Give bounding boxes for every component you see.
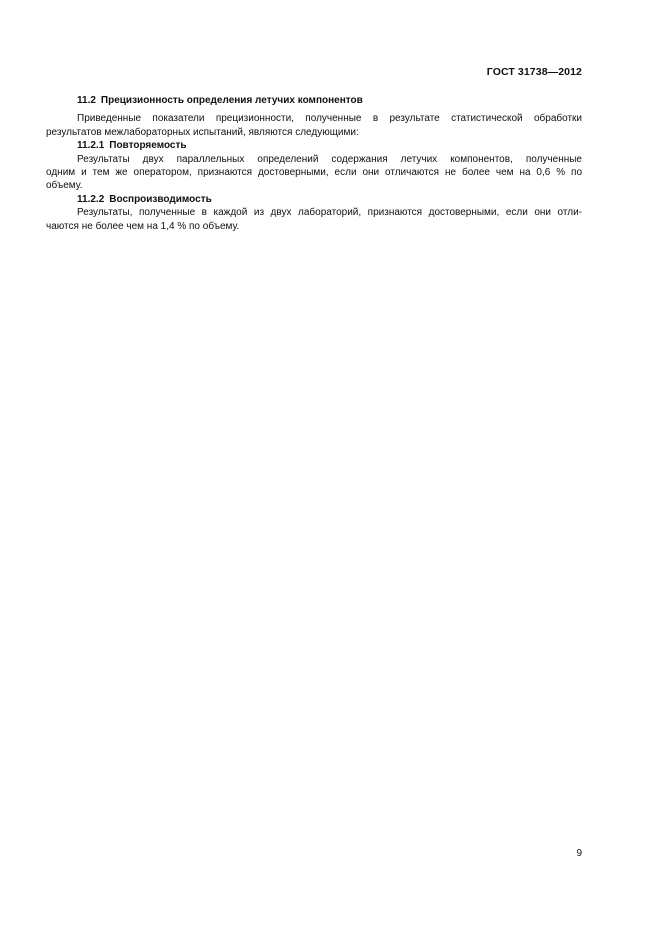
subsection-heading-11-2-2 [75, 193, 582, 206]
intro-paragraph [46, 112, 582, 139]
subsection-heading-11-2-1 [75, 139, 582, 152]
section-heading-11-2 [75, 94, 582, 107]
reproducibility-paragraph [46, 206, 582, 233]
section-number: 11.2 [77, 95, 96, 106]
paragraph-line: одним и тем же оператором, признаются достоверными, если они отличаются не более чем на 0,6 % по [46, 167, 582, 179]
paragraph-line: результатов межлабораторных испытаний, являются следующими: [46, 126, 359, 138]
page-number: 9 [576, 848, 582, 859]
section-title: Прецизионность определения летучих компонентов [100, 95, 363, 106]
document-id: ГОСТ 31738—2012 [486, 66, 582, 78]
subsection-number: 11.2.2 [77, 193, 105, 205]
subsection-title: Повторяемость [109, 140, 187, 152]
paragraph-line: объему. [46, 180, 83, 192]
repeatability-paragraph [46, 153, 582, 193]
paragraph-line: чаются не более чем на 1,4 % по объему. [46, 220, 240, 232]
subsection-title: Воспроизводимость [109, 193, 212, 205]
subsection-number: 11.2.1 [77, 140, 105, 152]
paragraph-line: Результаты двух параллельных определений содержания летучих компонентов, полученные [77, 153, 582, 165]
document-body [46, 94, 582, 233]
paragraph-line: Результаты, полученные в каждой из двух лабораторий, признаются достоверными, если они отли- [77, 207, 582, 219]
paragraph-line: Приведенные показатели прецизионности, полученные в результате статистической обработки [77, 113, 582, 125]
